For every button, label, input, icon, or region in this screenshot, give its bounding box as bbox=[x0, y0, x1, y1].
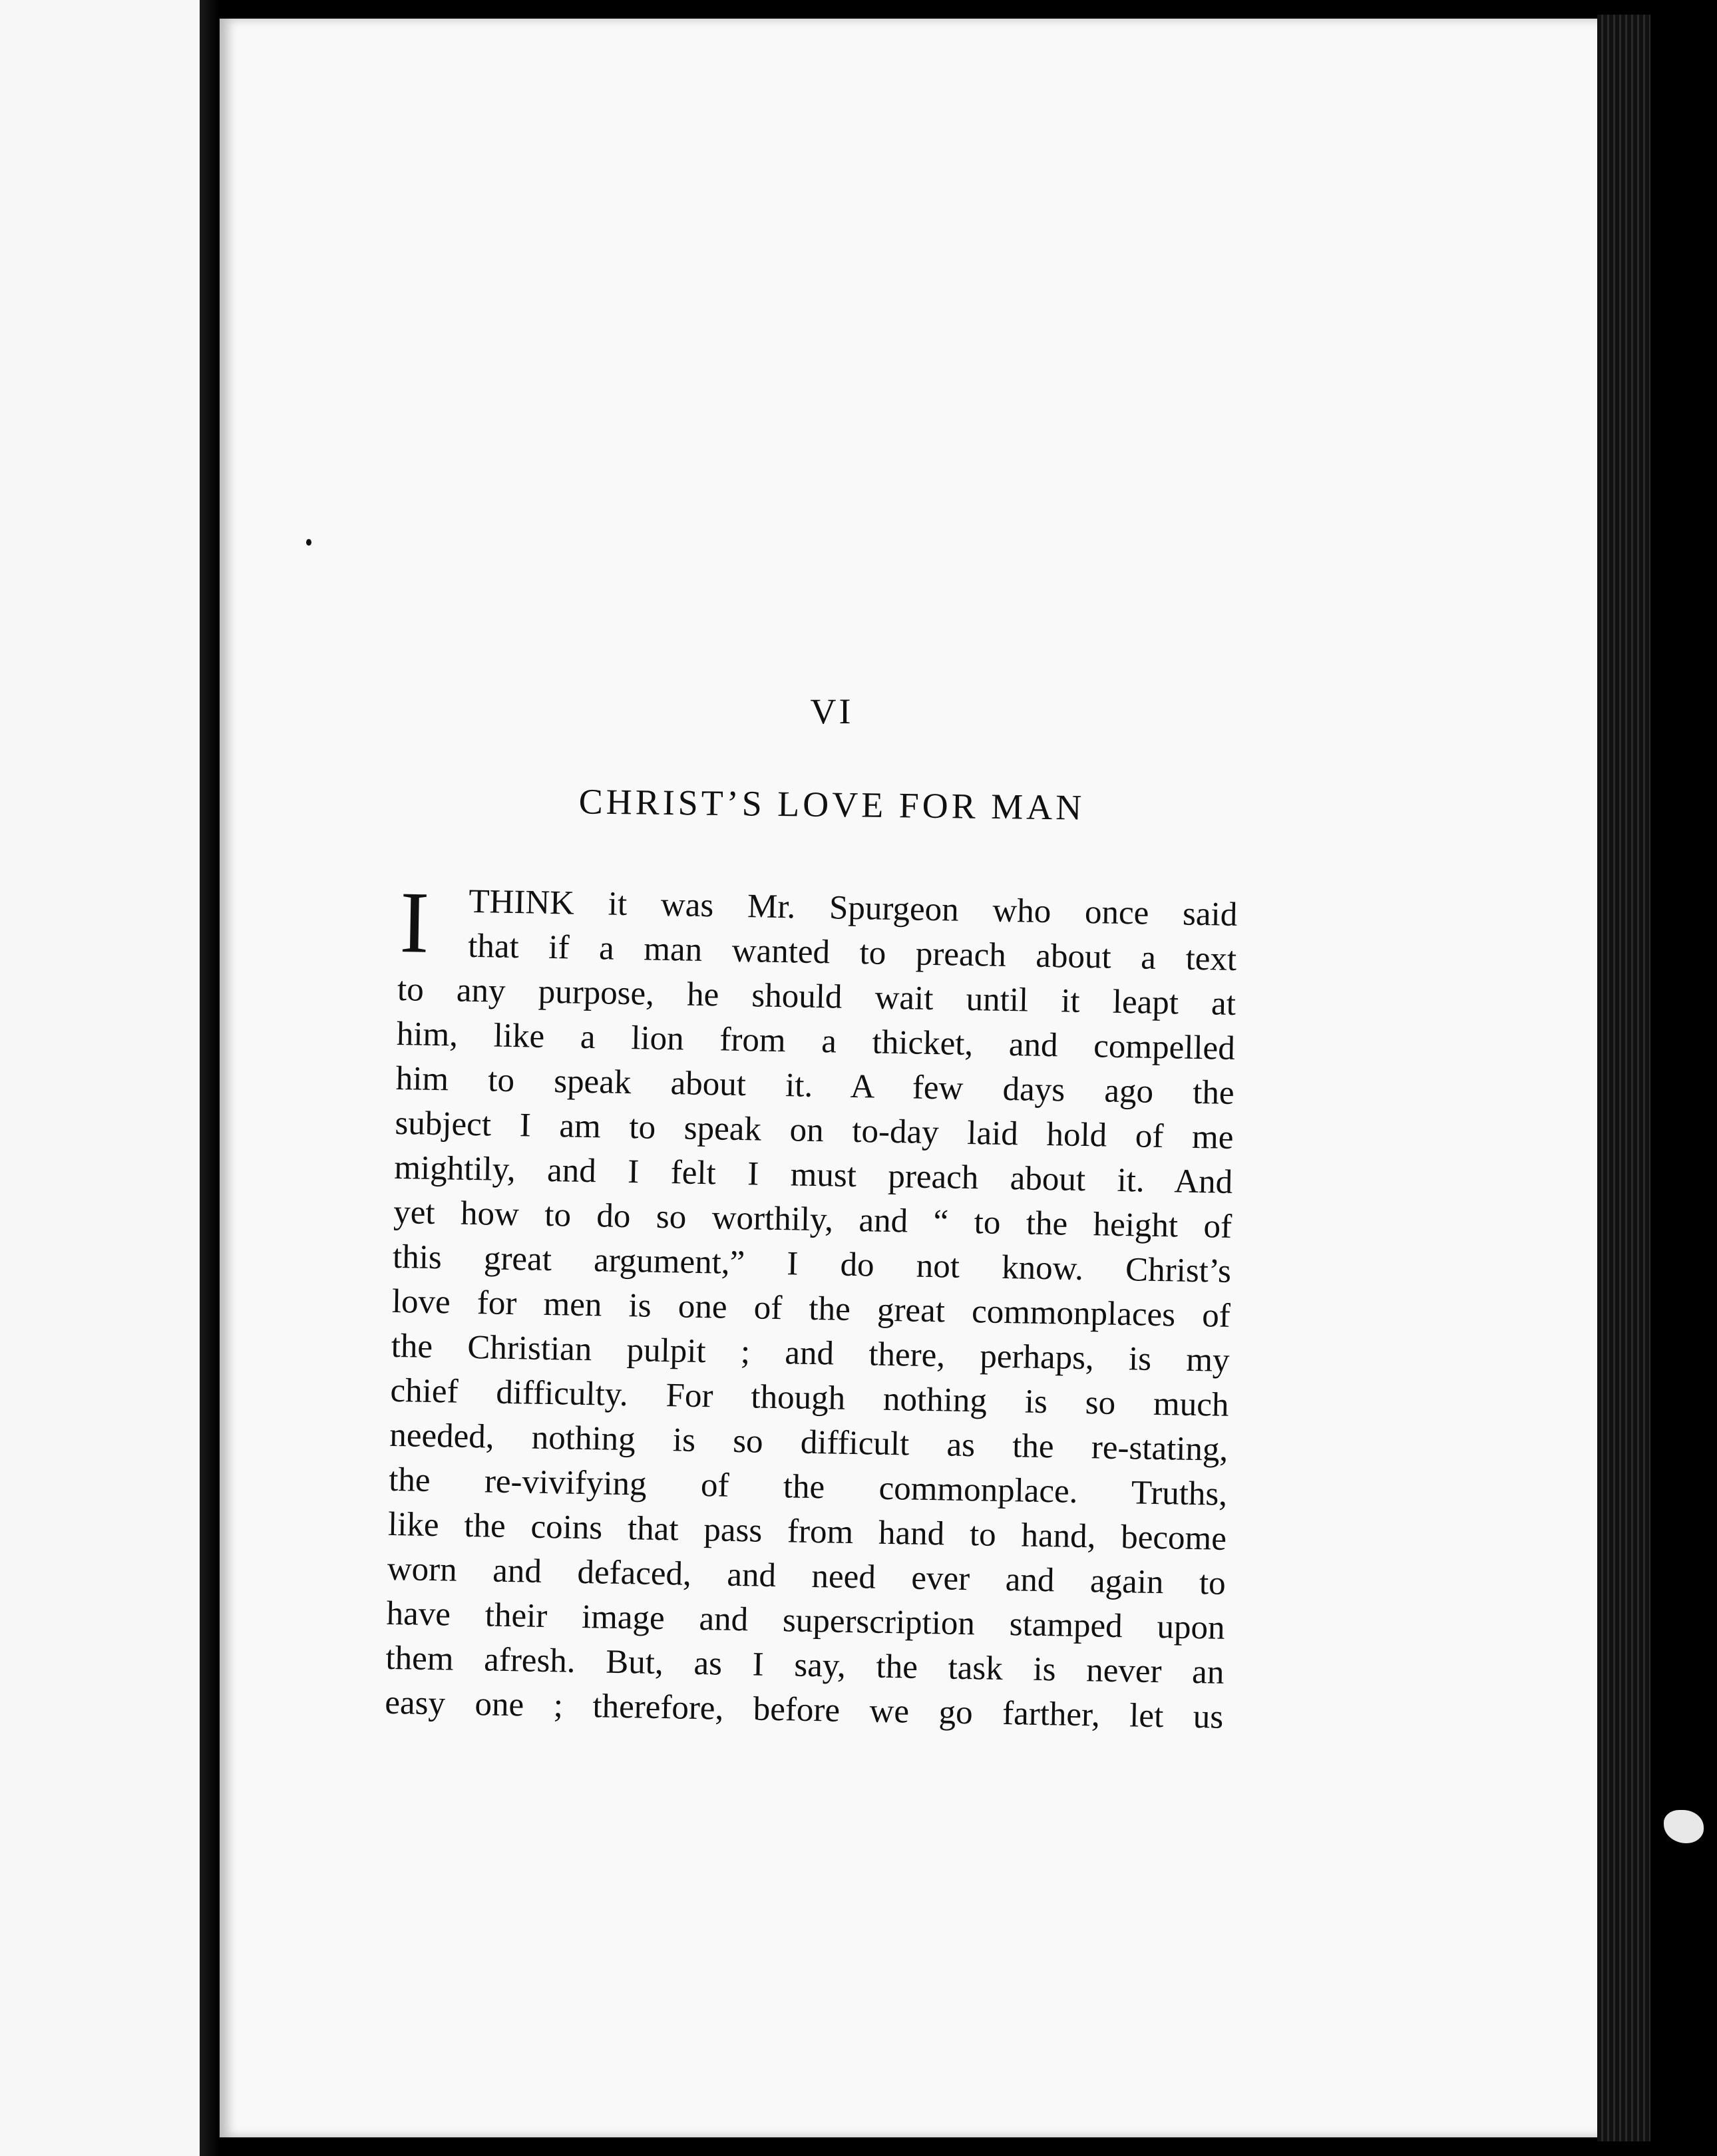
body-text bbox=[384, 873, 1238, 1740]
text-line: mightily, and I felt I must preach about it. And bbox=[393, 1149, 1233, 1201]
drop-cap: I bbox=[399, 873, 431, 972]
text-line: have their image and superscription stamped upon bbox=[386, 1594, 1226, 1647]
text-line: him to speak about it. A few days ago the bbox=[395, 1059, 1235, 1112]
margin-mark bbox=[306, 539, 311, 546]
chapter-number: VI bbox=[810, 691, 854, 731]
text-line: the Christian pulpit ; and there, perhaps, is my bbox=[391, 1327, 1231, 1379]
page-edges bbox=[1597, 15, 1650, 2141]
text-line: them afresh. But, as I say, the task is never an bbox=[385, 1639, 1225, 1692]
text-line: love for men is one of the great commonplaces of bbox=[391, 1282, 1231, 1335]
book-gutter bbox=[200, 0, 220, 2156]
text-line: him, like a lion from a thicket, and compelled bbox=[396, 1015, 1236, 1067]
text-line: subject I am to speak on to-day laid hold of me bbox=[395, 1104, 1234, 1157]
paper-spot bbox=[1664, 1810, 1704, 1843]
text-line: needed, nothing is so difficult as the re-stating, bbox=[389, 1416, 1229, 1469]
text-line: that if a man wanted to preach about a text bbox=[467, 927, 1237, 978]
text-line: THINK it was Mr. Spurgeon who once said bbox=[468, 882, 1238, 934]
text-line: easy one ; therefore, before we go farther, let us bbox=[384, 1684, 1224, 1736]
opening-lines bbox=[398, 873, 1238, 982]
text-line: this great argument,” I do not know. Christ’s bbox=[392, 1238, 1232, 1290]
text-line: to any purpose, he should wait until it leapt at bbox=[397, 970, 1237, 1023]
text-line: yet how to do so worthily, and “ to the height of bbox=[393, 1193, 1233, 1246]
text-line: worn and defaced, and need ever and again to bbox=[387, 1550, 1227, 1602]
text-line: the re-vivifying of the commonplace. Truths, bbox=[388, 1461, 1228, 1513]
text-line: chief difficulty. For though nothing is so much bbox=[390, 1371, 1229, 1424]
left-facing-page bbox=[0, 0, 200, 2156]
text-line: like the coins that pass from hand to hand, become bbox=[387, 1505, 1227, 1558]
chapter-title: CHRIST’S LOVE FOR MAN bbox=[578, 781, 1085, 828]
